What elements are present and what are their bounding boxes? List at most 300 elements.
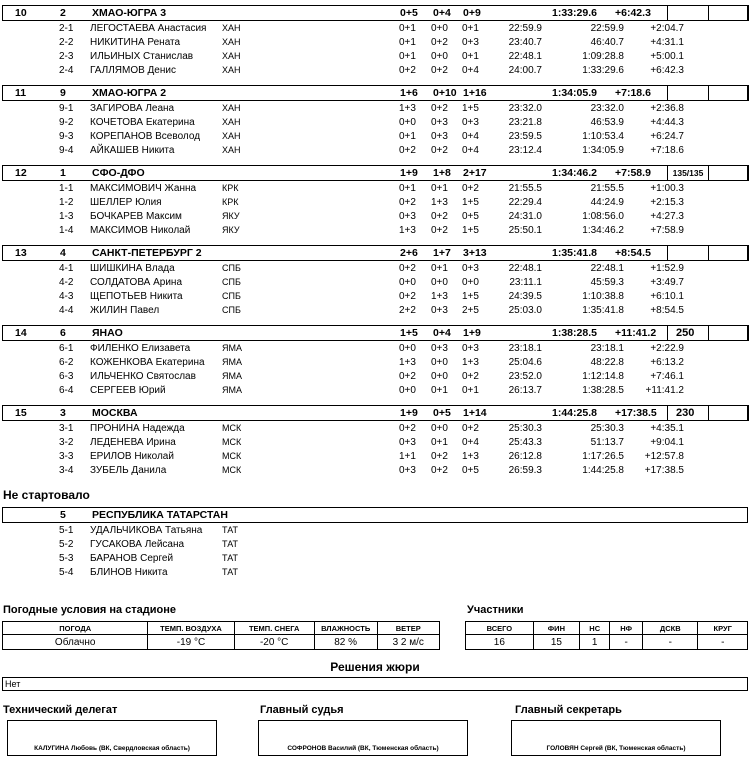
member-s2: 0+3 — [431, 343, 448, 354]
member-reg: МСК — [222, 437, 242, 447]
team-row — [2, 245, 748, 261]
member-name: ИЛЬЧЕНКО Святослав — [90, 371, 196, 382]
member-leg: 23:21.8 — [508, 117, 542, 128]
team-bib: 9 — [60, 87, 66, 99]
member-cum: 1:33:29.6 — [582, 65, 624, 76]
official-name: СОФРОНОВ Василий (ВК, Тюменская область) — [287, 745, 439, 752]
official-signature-box — [511, 720, 721, 756]
team-extra-box: 250 — [667, 325, 709, 341]
member-cum: 1:38:28.5 — [582, 385, 624, 396]
participants-value: - — [610, 635, 643, 650]
member-cum: 51:13.7 — [590, 437, 624, 448]
team-name: ХМАО-ЮГРА 2 — [92, 87, 167, 99]
member-bib: 3-2 — [59, 437, 74, 448]
member-cum: 1:09:28.8 — [582, 51, 624, 62]
member-leg: 23:40.7 — [508, 37, 542, 48]
member-reg: СПБ — [222, 277, 241, 287]
member-cum: 48:22.8 — [590, 357, 624, 368]
member-bib: 2-3 — [59, 51, 74, 62]
member-name: ШЕЛЛЕР Юлия — [90, 197, 162, 208]
member-bib: 2-2 — [59, 37, 74, 48]
member-diff: +5:00.1 — [650, 51, 684, 62]
dns-member-bib: 5-3 — [59, 553, 74, 564]
member-s2: 0+0 — [431, 23, 448, 34]
member-cum: 46:40.7 — [590, 37, 624, 48]
member-reg: ХАН — [222, 65, 241, 75]
member-bib: 6-4 — [59, 385, 74, 396]
member-name: СЕРГЕЕВ Юрий — [90, 385, 166, 396]
member-cum: 1:34:05.9 — [582, 145, 624, 156]
weather-value: -20 °C — [234, 635, 314, 650]
member-leg: 22:48.1 — [508, 263, 542, 274]
member-name: ЖИЛИН Павел — [90, 305, 160, 316]
official-signature-box — [258, 720, 468, 756]
member-diff: +9:04.1 — [650, 437, 684, 448]
participants-value: 1 — [580, 635, 610, 650]
member-s2: 0+2 — [431, 465, 448, 476]
member-s1: 0+1 — [399, 23, 416, 34]
member-row — [0, 385, 746, 399]
member-leg: 23:59.5 — [508, 131, 542, 142]
member-bib: 3-3 — [59, 451, 74, 462]
member-diff: +6:10.1 — [650, 291, 684, 302]
member-diff: +8:54.5 — [650, 305, 684, 316]
member-name: ФИЛЕНКО Елизавета — [90, 343, 191, 354]
member-diff: +17:38.5 — [644, 465, 684, 476]
member-s3: 0+5 — [462, 211, 479, 222]
member-s1: 0+1 — [399, 183, 416, 194]
team-p1: 1+6 — [400, 87, 418, 99]
member-reg: ХАН — [222, 131, 241, 141]
dns-title: Не стартовало — [3, 488, 90, 502]
member-s1: 0+2 — [399, 145, 416, 156]
member-bib: 6-2 — [59, 357, 74, 368]
weather-value: 82 % — [314, 635, 377, 650]
team-empty-box — [708, 245, 749, 261]
weather-table — [2, 621, 440, 650]
team-p2: 0+4 — [433, 327, 451, 339]
team-p1: 1+5 — [400, 327, 418, 339]
team-empty-box — [708, 85, 749, 101]
team-time: 1:33:29.6 — [552, 7, 597, 19]
member-s1: 1+1 — [399, 451, 416, 462]
weather-value: 3 2 м/с — [377, 635, 439, 650]
member-reg: СПБ — [222, 305, 241, 315]
team-place: 13 — [15, 247, 27, 259]
official-signature-box — [7, 720, 217, 756]
member-s3: 0+3 — [462, 37, 479, 48]
jury-decision: Нет — [2, 677, 748, 691]
team-name: МОСКВА — [92, 407, 138, 419]
member-s1: 0+2 — [399, 65, 416, 76]
dns-member-name: БЛИНОВ Никита — [90, 567, 168, 578]
team-empty-box — [708, 405, 749, 421]
member-diff: +7:58.9 — [650, 225, 684, 236]
dns-member-bib: 5-2 — [59, 539, 74, 550]
weather-value: Облачно — [3, 635, 148, 650]
member-leg: 25:30.3 — [508, 423, 542, 434]
member-bib: 1-1 — [59, 183, 74, 194]
team-extra-box — [667, 245, 709, 261]
team-place: 12 — [15, 167, 27, 179]
member-row — [0, 291, 746, 305]
member-bib: 9-1 — [59, 103, 74, 114]
member-row — [0, 225, 746, 239]
member-diff: +4:31.1 — [650, 37, 684, 48]
member-leg: 25:03.0 — [508, 305, 542, 316]
team-p3: 1+9 — [463, 327, 481, 339]
team-row — [2, 5, 748, 21]
team-time: 1:34:46.2 — [552, 167, 597, 179]
team-p2: 1+7 — [433, 247, 451, 259]
dns-team-bib: 5 — [60, 509, 66, 521]
member-bib: 1-4 — [59, 225, 74, 236]
team-p3: 3+13 — [463, 247, 487, 259]
member-s2: 0+2 — [431, 225, 448, 236]
member-s1: 0+3 — [399, 465, 416, 476]
member-diff: +12:57.8 — [644, 451, 684, 462]
member-diff: +3:49.7 — [650, 277, 684, 288]
dns-team-name: РЕСПУБЛИКА ТАТАРСТАН — [92, 509, 228, 521]
member-row — [0, 65, 746, 79]
member-name: ГАЛЛЯМОВ Денис — [90, 65, 176, 76]
member-diff: +6:24.7 — [650, 131, 684, 142]
official-role: Главный судья — [260, 704, 344, 716]
member-reg: ЯКУ — [222, 211, 240, 221]
participants-table — [465, 621, 748, 650]
official-name: ГОЛОВЯН Сергей (ВК, Тюменская область) — [546, 745, 686, 752]
member-diff: +11:41.2 — [645, 385, 684, 396]
member-s2: 0+3 — [431, 117, 448, 128]
team-behind: +8:54.5 — [615, 247, 651, 259]
team-behind: +7:18.6 — [615, 87, 651, 99]
member-s1: 0+2 — [399, 423, 416, 434]
member-leg: 24:39.5 — [508, 291, 542, 302]
member-diff: +4:27.3 — [650, 211, 684, 222]
member-s3: 0+4 — [462, 145, 479, 156]
member-bib: 9-4 — [59, 145, 74, 156]
team-bib: 6 — [60, 327, 66, 339]
member-diff: +2:15.3 — [650, 197, 684, 208]
member-diff: +2:22.9 — [650, 343, 684, 354]
member-s3: 0+4 — [462, 65, 479, 76]
member-reg: ХАН — [222, 145, 241, 155]
team-row — [2, 85, 748, 101]
member-s2: 0+0 — [431, 277, 448, 288]
member-s3: 1+5 — [462, 197, 479, 208]
member-s3: 0+3 — [462, 343, 479, 354]
member-s1: 0+0 — [399, 343, 416, 354]
member-cum: 22:59.9 — [590, 23, 624, 34]
member-name: СОЛДАТОВА Арина — [90, 277, 183, 288]
team-p2: 1+8 — [433, 167, 451, 179]
member-row — [0, 371, 746, 385]
participants-header: КРУГ — [698, 622, 748, 635]
member-s2: 0+1 — [431, 385, 448, 396]
member-cum: 44:24.9 — [590, 197, 624, 208]
member-cum: 1:10:53.4 — [582, 131, 624, 142]
member-s1: 0+2 — [399, 263, 416, 274]
member-reg: ЯМА — [222, 343, 242, 353]
member-s2: 0+0 — [431, 423, 448, 434]
team-extra-box — [667, 5, 709, 21]
weather-header: ВЛАЖНОСТЬ — [314, 622, 377, 635]
dns-member-bib: 5-1 — [59, 525, 74, 536]
member-bib: 9-3 — [59, 131, 74, 142]
member-name: БОЧКАРЕВ Максим — [90, 211, 182, 222]
member-bib: 6-3 — [59, 371, 74, 382]
member-s3: 0+4 — [462, 437, 479, 448]
participants-value: 15 — [533, 635, 579, 650]
member-s1: 0+1 — [399, 131, 416, 142]
team-empty-box — [708, 325, 749, 341]
member-name: ЛЕГОСТАЕВА Анастасия — [90, 23, 207, 34]
dns-member-reg: ТАТ — [222, 553, 238, 563]
member-reg: МСК — [222, 465, 242, 475]
member-s2: 0+2 — [431, 37, 448, 48]
member-name: ЛЕДЕНЕВА Ирина — [90, 437, 176, 448]
member-reg: ЯМА — [222, 385, 242, 395]
member-diff: +6:13.2 — [650, 357, 684, 368]
member-cum: 1:44:25.8 — [582, 465, 624, 476]
member-s2: 0+2 — [431, 103, 448, 114]
member-diff: +2:04.7 — [650, 23, 684, 34]
member-name: ИЛЬИНЫХ Станислав — [90, 51, 194, 62]
member-s3: 1+3 — [462, 451, 479, 462]
member-row — [0, 131, 746, 145]
team-name: СФО-ДФО — [92, 167, 145, 179]
member-s3: 0+1 — [462, 51, 479, 62]
member-leg: 23:52.0 — [508, 371, 542, 382]
member-s2: 0+2 — [431, 65, 448, 76]
team-place: 11 — [15, 87, 27, 99]
member-reg: СПБ — [222, 263, 241, 273]
team-row — [2, 405, 748, 421]
member-bib: 2-4 — [59, 65, 74, 76]
team-extra-box — [667, 85, 709, 101]
member-reg: КРК — [222, 183, 239, 193]
member-leg: 22:29.4 — [508, 197, 542, 208]
member-cum: 1:08:56.0 — [582, 211, 624, 222]
member-row — [0, 183, 746, 197]
member-s2: 0+1 — [431, 183, 448, 194]
member-s3: 1+5 — [462, 225, 479, 236]
member-leg: 24:31.0 — [508, 211, 542, 222]
dns-member-bib: 5-4 — [59, 567, 74, 578]
member-reg: ЯМА — [222, 357, 242, 367]
member-s3: 0+0 — [462, 277, 479, 288]
member-row — [0, 197, 746, 211]
dns-team-row — [2, 507, 748, 523]
member-reg: ХАН — [222, 37, 241, 47]
member-bib: 4-4 — [59, 305, 74, 316]
member-bib: 2-1 — [59, 23, 74, 34]
team-p1: 1+9 — [400, 407, 418, 419]
member-s2: 0+2 — [431, 451, 448, 462]
member-s2: 1+3 — [431, 197, 448, 208]
team-behind: +6:42.3 — [615, 7, 651, 19]
member-row — [0, 357, 746, 371]
team-p3: 1+14 — [463, 407, 487, 419]
member-reg: ХАН — [222, 23, 241, 33]
member-leg: 23:32.0 — [508, 103, 542, 114]
team-time: 1:44:25.8 — [552, 407, 597, 419]
member-row — [0, 277, 746, 291]
member-s1: 0+0 — [399, 277, 416, 288]
member-row — [0, 305, 746, 319]
member-name: АЙКАШЕВ Никита — [90, 145, 175, 156]
participants-header: НФ — [610, 622, 643, 635]
team-name: ХМАО-ЮГРА 3 — [92, 7, 167, 19]
participants-value: - — [643, 635, 698, 650]
member-name: ШИШКИНА Влада — [90, 263, 175, 274]
team-p2: 0+4 — [433, 7, 451, 19]
participants-header: НС — [580, 622, 610, 635]
team-bib: 4 — [60, 247, 66, 259]
member-bib: 1-3 — [59, 211, 74, 222]
team-row — [2, 325, 748, 341]
team-p1: 0+5 — [400, 7, 418, 19]
member-bib: 4-3 — [59, 291, 74, 302]
member-s3: 1+5 — [462, 103, 479, 114]
weather-header: ТЕМП. ВОЗДУХА — [148, 622, 234, 635]
member-s2: 0+2 — [431, 145, 448, 156]
member-diff: +7:18.6 — [650, 145, 684, 156]
member-s3: 0+3 — [462, 117, 479, 128]
dns-member-row — [0, 525, 746, 539]
member-s2: 0+3 — [431, 131, 448, 142]
team-behind: +7:58.9 — [615, 167, 651, 179]
member-reg: МСК — [222, 423, 242, 433]
member-leg: 25:50.1 — [508, 225, 542, 236]
member-row — [0, 37, 746, 51]
member-name: ЕРИЛОВ Николай — [90, 451, 174, 462]
member-row — [0, 103, 746, 117]
member-row — [0, 211, 746, 225]
participants-header: ФИН — [533, 622, 579, 635]
team-name: САНКТ-ПЕТЕРБУРГ 2 — [92, 247, 202, 259]
team-time: 1:34:05.9 — [552, 87, 597, 99]
member-row — [0, 51, 746, 65]
jury-title: Решения жюри — [330, 660, 420, 674]
member-leg: 22:48.1 — [508, 51, 542, 62]
member-cum: 1:12:14.8 — [582, 371, 624, 382]
member-row — [0, 465, 746, 479]
member-bib: 6-1 — [59, 343, 74, 354]
member-reg: МСК — [222, 451, 242, 461]
dns-member-row — [0, 567, 746, 581]
member-s3: 1+3 — [462, 357, 479, 368]
weather-header: ТЕМП. СНЕГА — [234, 622, 314, 635]
team-place: 14 — [15, 327, 27, 339]
member-cum: 45:59.3 — [590, 277, 624, 288]
team-p2: 0+10 — [433, 87, 457, 99]
participants-header: ВСЕГО — [466, 622, 534, 635]
member-s3: 0+2 — [462, 371, 479, 382]
member-cum: 1:35:41.8 — [582, 305, 624, 316]
participants-value: - — [698, 635, 748, 650]
member-reg: ЯМА — [222, 371, 242, 381]
member-name: НИКИТИНА Рената — [90, 37, 181, 48]
team-empty-box — [708, 5, 749, 21]
member-bib: 9-2 — [59, 117, 74, 128]
member-row — [0, 117, 746, 131]
member-leg: 24:00.7 — [508, 65, 542, 76]
member-leg: 22:59.9 — [508, 23, 542, 34]
team-p1: 2+6 — [400, 247, 418, 259]
member-cum: 1:17:26.5 — [582, 451, 624, 462]
member-s3: 1+5 — [462, 291, 479, 302]
member-diff: +1:00.3 — [650, 183, 684, 194]
member-s1: 0+2 — [399, 291, 416, 302]
member-name: МАКСИМОВИЧ Жанна — [90, 183, 197, 194]
member-cum: 1:34:46.2 — [582, 225, 624, 236]
member-leg: 26:13.7 — [508, 385, 542, 396]
team-p3: 0+9 — [463, 7, 481, 19]
member-row — [0, 343, 746, 357]
weather-value: -19 °C — [148, 635, 234, 650]
member-reg: ЯКУ — [222, 225, 240, 235]
member-diff: +4:44.3 — [650, 117, 684, 128]
member-reg: ХАН — [222, 117, 241, 127]
participants-header: ДСКВ — [643, 622, 698, 635]
member-s1: 0+3 — [399, 211, 416, 222]
member-s2: 0+1 — [431, 263, 448, 274]
team-row — [2, 165, 748, 181]
member-s2: 0+0 — [431, 51, 448, 62]
member-s1: 0+0 — [399, 117, 416, 128]
member-row — [0, 263, 746, 277]
member-cum: 22:48.1 — [590, 263, 624, 274]
team-p3: 1+16 — [463, 87, 487, 99]
member-cum: 23:18.1 — [590, 343, 624, 354]
member-cum: 46:53.9 — [590, 117, 624, 128]
member-s3: 0+3 — [462, 263, 479, 274]
official-role: Технический делегат — [3, 704, 118, 716]
member-row — [0, 145, 746, 159]
team-bib: 2 — [60, 7, 66, 19]
member-name: КОЖЕНКОВА Екатерина — [90, 357, 205, 368]
team-behind: +17:38.5 — [615, 407, 657, 419]
member-leg: 21:55.5 — [508, 183, 542, 194]
member-name: ЗАГИРОВА Леана — [90, 103, 175, 114]
team-extra-box: 230 — [667, 405, 709, 421]
member-cum: 1:10:38.8 — [582, 291, 624, 302]
dns-member-reg: ТАТ — [222, 525, 238, 535]
member-row — [0, 437, 746, 451]
member-name: ПРОНИНА Надежда — [90, 423, 185, 434]
member-name: ЗУБЕЛЬ Данила — [90, 465, 167, 476]
member-row — [0, 451, 746, 465]
member-leg: 23:12.4 — [508, 145, 542, 156]
dns-member-name: УДАЛЬЧИКОВА Татьяна — [90, 525, 203, 536]
member-row — [0, 23, 746, 37]
member-s1: 1+3 — [399, 103, 416, 114]
member-reg: ХАН — [222, 103, 241, 113]
member-s1: 0+0 — [399, 385, 416, 396]
member-s3: 0+5 — [462, 465, 479, 476]
member-s1: 0+3 — [399, 437, 416, 448]
team-extra-box: 135/135 — [667, 165, 709, 181]
member-bib: 3-1 — [59, 423, 74, 434]
member-leg: 26:12.8 — [508, 451, 542, 462]
dns-member-reg: ТАТ — [222, 567, 238, 577]
member-cum: 23:32.0 — [590, 103, 624, 114]
member-leg: 25:43.3 — [508, 437, 542, 448]
member-s3: 0+1 — [462, 385, 479, 396]
weather-header: ВЕТЕР — [377, 622, 439, 635]
member-s2: 0+0 — [431, 371, 448, 382]
